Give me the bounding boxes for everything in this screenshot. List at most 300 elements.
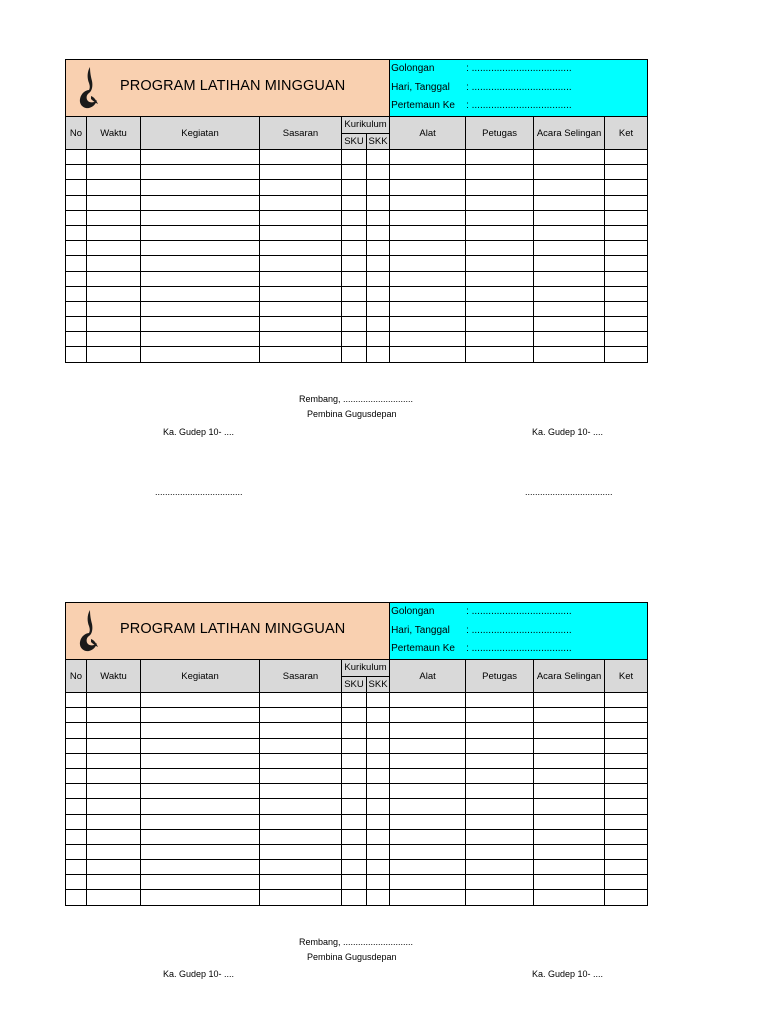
col-header-sku: SKU	[342, 133, 367, 150]
table-cell[interactable]	[141, 301, 260, 316]
table-cell[interactable]	[534, 723, 605, 738]
table-cell[interactable]	[342, 738, 367, 753]
table-cell[interactable]	[141, 225, 260, 240]
table-cell[interactable]	[87, 860, 141, 875]
table-cell[interactable]	[66, 875, 87, 890]
table-cell[interactable]	[260, 241, 342, 256]
table-cell[interactable]	[260, 844, 342, 859]
table-cell[interactable]	[390, 844, 466, 859]
table-cell[interactable]	[390, 829, 466, 844]
table-cell[interactable]	[534, 860, 605, 875]
table-cell[interactable]	[87, 317, 141, 332]
table-cell[interactable]	[260, 225, 342, 240]
table-cell[interactable]	[605, 784, 648, 799]
table-cell[interactable]	[66, 860, 87, 875]
table-cell[interactable]	[390, 784, 466, 799]
table-row	[66, 768, 648, 783]
table-cell[interactable]	[87, 225, 141, 240]
table-cell[interactable]	[534, 829, 605, 844]
table-cell[interactable]	[342, 150, 367, 165]
table-cell[interactable]	[605, 317, 648, 332]
table-cell[interactable]	[141, 271, 260, 286]
table-cell[interactable]	[260, 860, 342, 875]
table-cell[interactable]	[534, 271, 605, 286]
table-cell[interactable]	[534, 286, 605, 301]
table-cell[interactable]	[87, 708, 141, 723]
table-cell[interactable]	[66, 332, 87, 347]
table-cell[interactable]	[466, 256, 534, 271]
table-cell[interactable]	[87, 738, 141, 753]
table-cell[interactable]	[260, 723, 342, 738]
table-cell[interactable]	[390, 708, 466, 723]
table-cell[interactable]	[466, 347, 534, 362]
table-cell[interactable]	[367, 225, 390, 240]
table-cell[interactable]	[260, 180, 342, 195]
table-cell[interactable]	[466, 195, 534, 210]
table-cell[interactable]	[141, 784, 260, 799]
table-cell[interactable]	[466, 844, 534, 859]
table-cell[interactable]	[534, 890, 605, 905]
table-cell[interactable]	[390, 723, 466, 738]
table-cell[interactable]	[260, 195, 342, 210]
table-cell[interactable]	[466, 180, 534, 195]
table-cell[interactable]	[367, 768, 390, 783]
table-cell[interactable]	[66, 738, 87, 753]
table-cell[interactable]	[534, 875, 605, 890]
table-cell[interactable]	[534, 693, 605, 708]
table-cell[interactable]	[141, 723, 260, 738]
table-cell[interactable]	[87, 165, 141, 180]
table-cell[interactable]	[367, 738, 390, 753]
table-cell[interactable]	[66, 784, 87, 799]
left-signature-line[interactable]: ...................................	[155, 487, 243, 497]
table-cell[interactable]	[87, 693, 141, 708]
table-cell[interactable]	[390, 286, 466, 301]
table-cell[interactable]	[367, 844, 390, 859]
info-value-field[interactable]: : ....................................	[466, 624, 572, 636]
table-cell[interactable]	[390, 814, 466, 829]
table-cell[interactable]	[390, 225, 466, 240]
table-cell[interactable]	[66, 708, 87, 723]
table-cell[interactable]	[87, 332, 141, 347]
table-cell[interactable]	[367, 708, 390, 723]
table-cell[interactable]	[342, 860, 367, 875]
table-cell[interactable]	[87, 301, 141, 316]
info-value-field[interactable]: : ....................................	[466, 81, 572, 93]
table-cell[interactable]	[390, 890, 466, 905]
table-cell[interactable]	[390, 347, 466, 362]
table-cell[interactable]	[390, 241, 466, 256]
table-cell[interactable]	[66, 317, 87, 332]
table-cell[interactable]	[390, 210, 466, 225]
table-cell[interactable]	[66, 256, 87, 271]
table-cell[interactable]	[260, 332, 342, 347]
table-cell[interactable]	[66, 347, 87, 362]
table-cell[interactable]	[534, 738, 605, 753]
table-cell[interactable]	[367, 890, 390, 905]
table-cell[interactable]	[66, 210, 87, 225]
table-cell[interactable]	[367, 286, 390, 301]
table-cell[interactable]	[342, 165, 367, 180]
table-cell[interactable]	[466, 799, 534, 814]
table-cell[interactable]	[605, 225, 648, 240]
table-cell[interactable]	[466, 708, 534, 723]
table-cell[interactable]	[66, 814, 87, 829]
table-cell[interactable]	[141, 165, 260, 180]
table-cell[interactable]	[342, 225, 367, 240]
table-cell[interactable]	[260, 799, 342, 814]
table-cell[interactable]	[141, 814, 260, 829]
info-value-field[interactable]: : ....................................	[466, 606, 572, 618]
table-cell[interactable]	[141, 195, 260, 210]
table-cell[interactable]	[390, 875, 466, 890]
table-cell[interactable]	[260, 347, 342, 362]
table-cell[interactable]	[260, 271, 342, 286]
table-cell[interactable]	[260, 708, 342, 723]
table-cell[interactable]	[605, 241, 648, 256]
table-cell[interactable]	[605, 271, 648, 286]
table-cell[interactable]	[260, 784, 342, 799]
table-cell[interactable]	[390, 256, 466, 271]
table-cell[interactable]	[605, 708, 648, 723]
table-cell[interactable]	[342, 708, 367, 723]
table-cell[interactable]	[466, 241, 534, 256]
table-cell[interactable]	[390, 165, 466, 180]
table-cell[interactable]	[534, 347, 605, 362]
table-cell[interactable]	[390, 150, 466, 165]
table-cell[interactable]	[534, 256, 605, 271]
table-cell[interactable]	[605, 738, 648, 753]
table-cell[interactable]	[141, 708, 260, 723]
table-cell[interactable]	[141, 241, 260, 256]
table-cell[interactable]	[342, 875, 367, 890]
table-cell[interactable]	[605, 753, 648, 768]
table-cell[interactable]	[87, 210, 141, 225]
table-cell[interactable]	[390, 180, 466, 195]
table-cell[interactable]	[342, 890, 367, 905]
table-cell[interactable]	[605, 286, 648, 301]
table-cell[interactable]	[87, 347, 141, 362]
table-cell[interactable]	[466, 693, 534, 708]
table-cell[interactable]	[466, 210, 534, 225]
table-cell[interactable]	[605, 768, 648, 783]
table-row	[66, 875, 648, 890]
table-cell[interactable]	[534, 814, 605, 829]
table-cell[interactable]	[66, 301, 87, 316]
table-cell[interactable]	[342, 301, 367, 316]
table-cell[interactable]	[66, 241, 87, 256]
table-cell[interactable]	[390, 301, 466, 316]
table-cell[interactable]	[141, 332, 260, 347]
table-cell[interactable]	[367, 814, 390, 829]
table-cell[interactable]	[260, 210, 342, 225]
table-cell[interactable]	[390, 693, 466, 708]
table-cell[interactable]	[367, 784, 390, 799]
table-cell[interactable]	[342, 723, 367, 738]
table-cell[interactable]	[66, 768, 87, 783]
table-cell[interactable]	[260, 768, 342, 783]
table-cell[interactable]	[342, 195, 367, 210]
table-cell[interactable]	[367, 332, 390, 347]
table-cell[interactable]	[367, 301, 390, 316]
table-cell[interactable]	[260, 753, 342, 768]
table-cell[interactable]	[87, 256, 141, 271]
col-header-kurikulum: Kurikulum	[342, 117, 390, 134]
table-cell[interactable]	[87, 286, 141, 301]
table-cell[interactable]	[534, 241, 605, 256]
table-cell[interactable]	[605, 195, 648, 210]
table-cell[interactable]	[367, 210, 390, 225]
info-value-field[interactable]: : ....................................	[466, 100, 572, 112]
table-cell[interactable]	[342, 271, 367, 286]
table-cell[interactable]	[66, 890, 87, 905]
table-cell[interactable]	[66, 693, 87, 708]
table-cell[interactable]	[141, 890, 260, 905]
table-cell[interactable]	[390, 332, 466, 347]
table-cell[interactable]	[466, 301, 534, 316]
table-cell[interactable]	[367, 875, 390, 890]
table-cell[interactable]	[605, 875, 648, 890]
table-cell[interactable]	[390, 317, 466, 332]
col-header-sasaran: Sasaran	[260, 660, 342, 693]
table-cell[interactable]	[141, 829, 260, 844]
table-cell[interactable]	[141, 210, 260, 225]
table-cell[interactable]	[367, 165, 390, 180]
table-cell[interactable]	[367, 723, 390, 738]
table-cell[interactable]	[141, 799, 260, 814]
table-cell[interactable]	[87, 784, 141, 799]
table-cell[interactable]	[534, 844, 605, 859]
table-cell[interactable]	[141, 286, 260, 301]
table-cell[interactable]	[605, 165, 648, 180]
info-value-field[interactable]: : ....................................	[466, 63, 572, 75]
table-cell[interactable]	[87, 150, 141, 165]
weekly-program-form	[65, 602, 647, 906]
table-cell[interactable]	[390, 768, 466, 783]
table-cell[interactable]	[466, 768, 534, 783]
table-cell[interactable]	[141, 317, 260, 332]
table-cell[interactable]	[342, 844, 367, 859]
table-cell[interactable]	[534, 165, 605, 180]
table-cell[interactable]	[605, 799, 648, 814]
table-cell[interactable]	[534, 753, 605, 768]
table-cell[interactable]	[342, 332, 367, 347]
table-cell[interactable]	[534, 332, 605, 347]
table-cell[interactable]	[66, 180, 87, 195]
table-cell[interactable]	[87, 195, 141, 210]
table-cell[interactable]	[466, 165, 534, 180]
table-cell[interactable]	[141, 256, 260, 271]
table-cell[interactable]	[367, 317, 390, 332]
table-cell[interactable]	[605, 256, 648, 271]
table-cell[interactable]	[342, 768, 367, 783]
table-cell[interactable]	[66, 195, 87, 210]
table-cell[interactable]	[367, 799, 390, 814]
table-cell[interactable]	[390, 271, 466, 286]
table-cell[interactable]	[87, 241, 141, 256]
table-cell[interactable]	[466, 860, 534, 875]
table-row	[66, 150, 648, 165]
table-cell[interactable]	[605, 347, 648, 362]
table-cell[interactable]	[605, 693, 648, 708]
table-cell[interactable]	[367, 241, 390, 256]
table-cell[interactable]	[390, 753, 466, 768]
table-cell[interactable]	[534, 195, 605, 210]
table-cell[interactable]	[466, 150, 534, 165]
table-cell[interactable]	[260, 829, 342, 844]
table-row	[66, 693, 648, 708]
table-cell[interactable]	[466, 738, 534, 753]
table-cell[interactable]	[141, 844, 260, 859]
table-cell[interactable]	[87, 875, 141, 890]
tunas-kelapa-logo-icon	[76, 66, 100, 110]
table-cell[interactable]	[260, 317, 342, 332]
table-cell[interactable]	[87, 814, 141, 829]
table-cell[interactable]	[141, 180, 260, 195]
table-cell[interactable]	[87, 723, 141, 738]
table-cell[interactable]	[87, 890, 141, 905]
table-cell[interactable]	[390, 860, 466, 875]
table-cell[interactable]	[534, 708, 605, 723]
table-cell[interactable]	[87, 844, 141, 859]
col-header-sasaran: Sasaran	[260, 117, 342, 150]
table-cell[interactable]	[605, 332, 648, 347]
table-cell[interactable]	[466, 814, 534, 829]
table-cell[interactable]	[87, 799, 141, 814]
table-cell[interactable]	[66, 150, 87, 165]
table-cell[interactable]	[466, 784, 534, 799]
table-cell[interactable]	[605, 150, 648, 165]
table-cell[interactable]	[87, 180, 141, 195]
table-cell[interactable]	[260, 738, 342, 753]
table-cell[interactable]	[605, 829, 648, 844]
table-cell[interactable]	[534, 150, 605, 165]
table-cell[interactable]	[466, 271, 534, 286]
table-cell[interactable]	[66, 225, 87, 240]
table-cell[interactable]	[87, 753, 141, 768]
table-cell[interactable]	[605, 814, 648, 829]
table-cell[interactable]	[260, 814, 342, 829]
table-cell[interactable]	[260, 165, 342, 180]
table-cell[interactable]	[342, 799, 367, 814]
table-cell[interactable]	[534, 210, 605, 225]
table-cell[interactable]	[342, 347, 367, 362]
table-cell[interactable]	[260, 256, 342, 271]
table-cell[interactable]	[342, 753, 367, 768]
table-cell[interactable]	[87, 768, 141, 783]
table-cell[interactable]	[534, 768, 605, 783]
table-cell[interactable]	[605, 844, 648, 859]
table-cell[interactable]	[605, 890, 648, 905]
table-cell[interactable]	[141, 347, 260, 362]
table-cell[interactable]	[466, 829, 534, 844]
table-cell[interactable]	[342, 784, 367, 799]
table-cell[interactable]	[466, 225, 534, 240]
table-cell[interactable]	[534, 180, 605, 195]
table-cell[interactable]	[466, 890, 534, 905]
table-cell[interactable]	[367, 180, 390, 195]
table-cell[interactable]	[534, 784, 605, 799]
table-cell[interactable]	[66, 829, 87, 844]
table-cell[interactable]	[367, 829, 390, 844]
table-cell[interactable]	[342, 180, 367, 195]
table-cell[interactable]	[367, 860, 390, 875]
table-cell[interactable]	[367, 693, 390, 708]
table-cell[interactable]	[466, 317, 534, 332]
table-cell[interactable]	[466, 753, 534, 768]
table-cell[interactable]	[534, 225, 605, 240]
table-cell[interactable]	[605, 860, 648, 875]
table-cell[interactable]	[605, 723, 648, 738]
table-cell[interactable]	[605, 180, 648, 195]
table-cell[interactable]	[466, 332, 534, 347]
table-cell[interactable]	[466, 875, 534, 890]
table-cell[interactable]	[66, 844, 87, 859]
table-cell[interactable]	[66, 723, 87, 738]
table-cell[interactable]	[390, 738, 466, 753]
table-cell[interactable]	[141, 875, 260, 890]
table-cell[interactable]	[141, 150, 260, 165]
table-cell[interactable]	[87, 829, 141, 844]
table-cell[interactable]	[534, 799, 605, 814]
table-cell[interactable]	[66, 286, 87, 301]
table-cell[interactable]	[390, 799, 466, 814]
table-cell[interactable]	[141, 738, 260, 753]
table-cell[interactable]	[342, 829, 367, 844]
table-cell[interactable]	[367, 150, 390, 165]
table-cell[interactable]	[87, 271, 141, 286]
table-cell[interactable]	[260, 301, 342, 316]
table-cell[interactable]	[260, 693, 342, 708]
table-cell[interactable]	[367, 271, 390, 286]
table-cell[interactable]	[342, 256, 367, 271]
table-cell[interactable]	[260, 150, 342, 165]
table-cell[interactable]	[466, 723, 534, 738]
table-cell[interactable]	[66, 165, 87, 180]
table-cell[interactable]	[141, 860, 260, 875]
table-cell[interactable]	[342, 317, 367, 332]
table-cell[interactable]	[367, 256, 390, 271]
table-cell[interactable]	[342, 814, 367, 829]
table-cell[interactable]	[342, 286, 367, 301]
table-cell[interactable]	[342, 210, 367, 225]
table-cell[interactable]	[141, 768, 260, 783]
table-cell[interactable]	[66, 753, 87, 768]
table-cell[interactable]	[260, 890, 342, 905]
table-cell[interactable]	[367, 347, 390, 362]
table-cell[interactable]	[342, 241, 367, 256]
table-cell[interactable]	[605, 210, 648, 225]
table-cell[interactable]	[141, 693, 260, 708]
table-cell[interactable]	[260, 286, 342, 301]
table-cell[interactable]	[260, 875, 342, 890]
table-cell[interactable]	[534, 301, 605, 316]
table-cell[interactable]	[141, 753, 260, 768]
info-value-field[interactable]: : ....................................	[466, 643, 572, 655]
right-signature-line[interactable]: ...................................	[525, 487, 613, 497]
table-cell[interactable]	[367, 753, 390, 768]
table-cell[interactable]	[66, 799, 87, 814]
table-row	[66, 799, 648, 814]
table-cell[interactable]	[390, 195, 466, 210]
table-row	[66, 708, 648, 723]
table-cell[interactable]	[534, 317, 605, 332]
table-cell[interactable]	[367, 195, 390, 210]
table-cell[interactable]	[342, 693, 367, 708]
table-cell[interactable]	[605, 301, 648, 316]
table-cell[interactable]	[466, 286, 534, 301]
table-cell[interactable]	[66, 271, 87, 286]
